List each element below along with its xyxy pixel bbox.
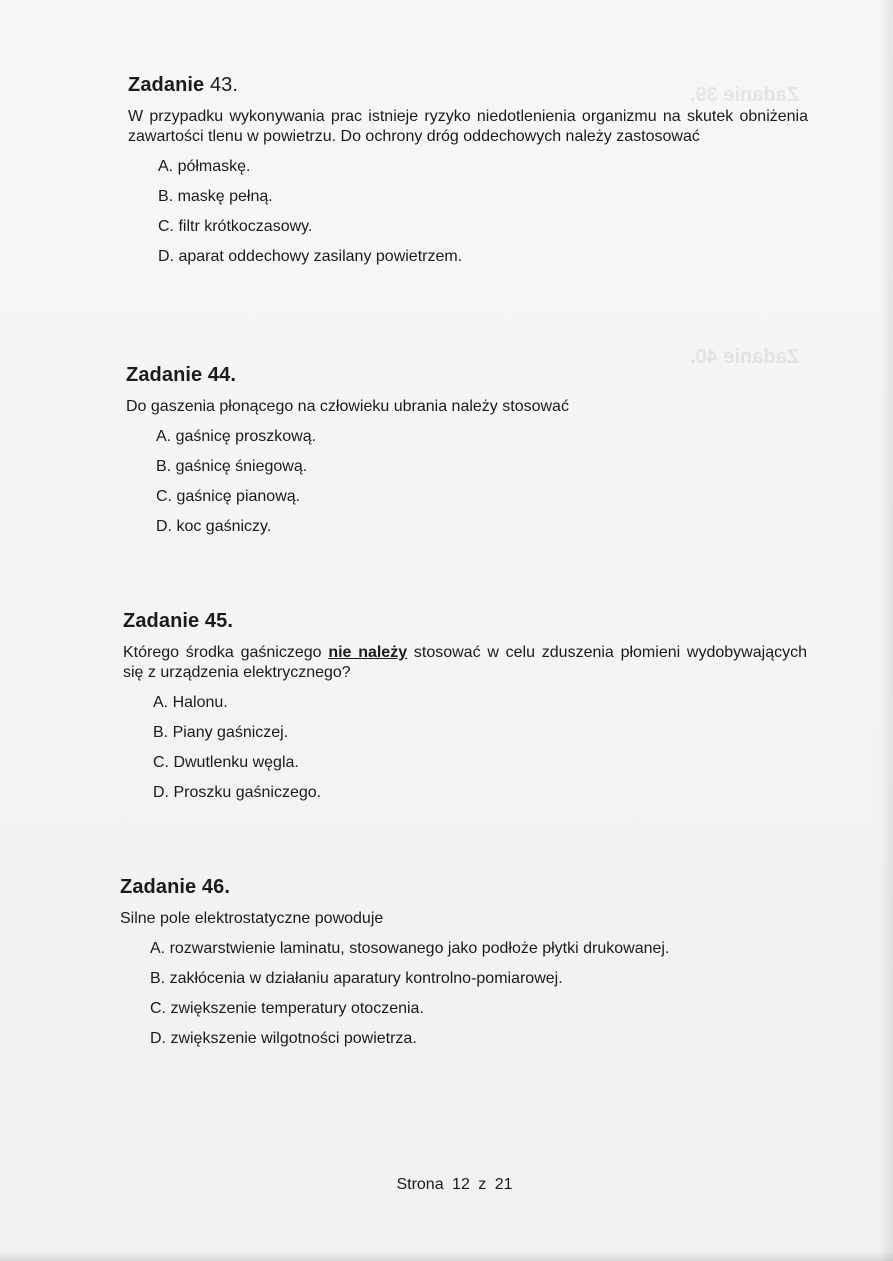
answer-option-c: C. Dwutlenku węgla. (153, 754, 299, 771)
answer-option-d: D. Proszku gaśniczego. (153, 784, 322, 801)
answer-list (158, 157, 808, 267)
task-question: W przypadku wykonywania prac istnieje ryzyko niedotlenienia organizmu na skutek obniżenia zawartości tlenu w powietrzu. Do ochrony dróg oddechowych należy zastosować (128, 108, 808, 145)
answer-option-d: D. aparat oddechowy zasilany powietrzem. (158, 248, 463, 265)
answer-option-b: B. gaśnicę śniegową. (156, 458, 308, 475)
task-title: Zadanie 43. (128, 74, 239, 96)
answer-list (156, 427, 806, 537)
footer-label: Strona (396, 1176, 444, 1193)
page-bottom-shadow (0, 1251, 893, 1261)
bleed-through-heading: Zadanie 39. (690, 84, 799, 106)
answer-option-a: A. rozwarstwienie laminatu, stosowanego jako podłoże płytki drukowanej. (150, 940, 670, 957)
answer-option-c: C. gaśnicę pianową. (156, 488, 301, 505)
answer-option-d: D. koc gaśniczy. (156, 518, 272, 535)
task-46 (120, 876, 800, 1059)
page-number-footer (0, 1176, 893, 1194)
task-44 (126, 364, 806, 547)
answer-option-a: A. półmaskę. (158, 158, 251, 175)
task-question: Silne pole elektrostatyczne powoduje (120, 910, 384, 927)
answer-option-b: B. zakłócenia w działaniu aparatury kontrolno-pomiarowej. (150, 970, 563, 987)
task-43 (128, 74, 808, 277)
footer-page-number: 12 (452, 1176, 470, 1193)
answer-option-c: C. filtr krótkoczasowy. (158, 218, 313, 235)
footer-of: z (478, 1176, 487, 1193)
answer-list (153, 693, 807, 803)
answer-option-a: A. gaśnicę proszkową. (156, 428, 317, 445)
task-45 (123, 610, 807, 813)
task-question: Którego środka gaśniczego nie należy stosować w celu zduszenia płomieni wydobywających się z urządzenia elektrycznego? (123, 644, 807, 681)
task-question: Do gaszenia płonącego na człowieku ubrania należy stosować (126, 398, 569, 415)
answer-option-c: C. zwiększenie temperatury otoczenia. (150, 1000, 424, 1017)
page-edge-shadow (879, 0, 893, 1261)
answer-list (150, 939, 800, 1049)
task-title: Zadanie 46. (120, 876, 231, 898)
answer-option-d: D. zwiększenie wilgotności powietrza. (150, 1030, 417, 1047)
answer-option-a: A. Halonu. (153, 694, 228, 711)
bleed-through-heading: Zadanie 40. (690, 346, 799, 368)
task-title: Zadanie 45. (123, 610, 234, 632)
footer-total-pages: 21 (494, 1176, 513, 1193)
emphasis-negation: nie należy (328, 644, 408, 661)
answer-option-b: B. maskę pełną. (158, 188, 273, 205)
task-title: Zadanie 44. (126, 364, 237, 386)
answer-option-b: B. Piany gaśniczej. (153, 724, 289, 741)
